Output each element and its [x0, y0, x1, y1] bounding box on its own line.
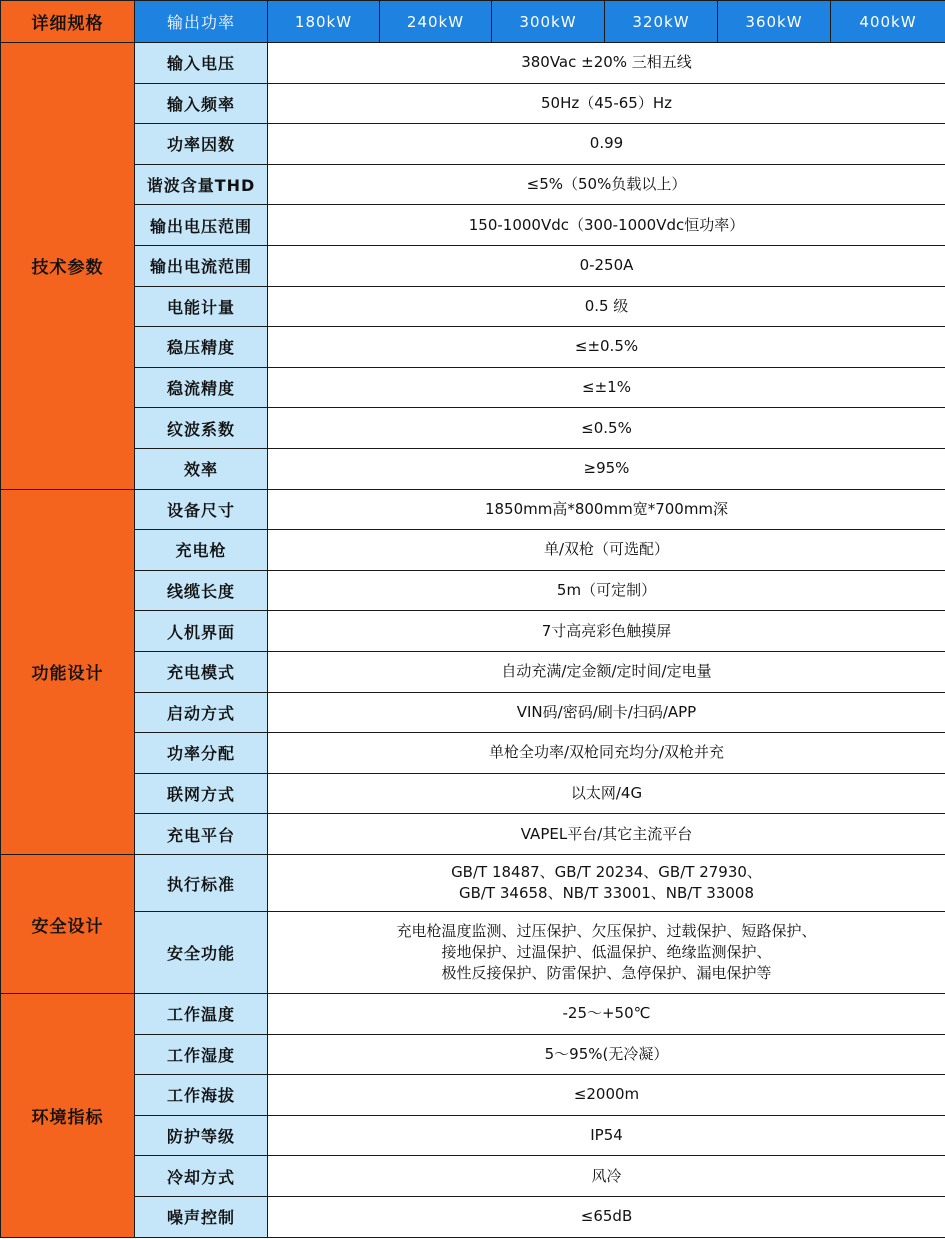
row-value: 风冷	[267, 1155, 945, 1197]
row-label: 纹波系数	[134, 407, 268, 449]
header-power-300: 300kW	[491, 0, 605, 43]
row-value: 自动充满/定金额/定时间/定电量	[267, 651, 945, 693]
row-value: ≤65dB	[267, 1196, 945, 1238]
header-power-360: 360kW	[717, 0, 831, 43]
row-value: 0.5 级	[267, 286, 945, 328]
row-value: VAPEL平台/其它主流平台	[267, 813, 945, 855]
row-label: 输出电流范围	[134, 245, 268, 287]
row-value: ≤2000m	[267, 1074, 945, 1116]
row-value: ≤±1%	[267, 367, 945, 409]
row-value: 0-250A	[267, 245, 945, 287]
row-value: 5～95%(无冷凝）	[267, 1034, 945, 1076]
row-label: 输出电压范围	[134, 204, 268, 246]
row-value: 单枪全功率/双枪同充均分/双枪并充	[267, 732, 945, 774]
header-power-240: 240kW	[379, 0, 492, 43]
row-value: 5m（可定制）	[267, 570, 945, 612]
header-power-400: 400kW	[830, 0, 945, 43]
row-label: 功率分配	[134, 732, 268, 774]
header-corner: 详细规格	[0, 0, 135, 43]
row-value: 50Hz（45-65）Hz	[267, 83, 945, 125]
row-label: 效率	[134, 448, 268, 490]
row-label: 防护等级	[134, 1115, 268, 1157]
row-value: 380Vac ±20% 三相五线	[267, 42, 945, 84]
row-value: 1850mm高*800mm宽*700mm深	[267, 489, 945, 531]
row-label: 安全功能	[134, 911, 268, 994]
row-value: GB/T 18487、GB/T 20234、GB/T 27930、 GB/T 34658、NB/T 33001、NB/T 33008	[267, 854, 945, 912]
row-value: 充电枪温度监测、过压保护、欠压保护、过载保护、短路保护、 接地保护、过温保护、低温保护、绝缘监测保护、 极性反接保护、防雷保护、急停保护、漏电保护等	[267, 911, 945, 994]
row-value: IP54	[267, 1115, 945, 1157]
row-label: 噪声控制	[134, 1196, 268, 1238]
row-value: VIN码/密码/刷卡/扫码/APP	[267, 692, 945, 734]
row-label: 输入频率	[134, 83, 268, 125]
row-label: 工作湿度	[134, 1034, 268, 1076]
header-power-180: 180kW	[267, 0, 380, 43]
row-label: 稳压精度	[134, 326, 268, 368]
row-value: -25～+50℃	[267, 993, 945, 1035]
header-power-label: 输出功率	[134, 0, 268, 43]
row-label: 功率因数	[134, 123, 268, 165]
row-value: ≤0.5%	[267, 407, 945, 449]
row-value: ≤±0.5%	[267, 326, 945, 368]
row-label: 冷却方式	[134, 1155, 268, 1197]
row-label: 输入电压	[134, 42, 268, 84]
row-label: 启动方式	[134, 692, 268, 734]
row-label: 线缆长度	[134, 570, 268, 612]
row-label: 充电平台	[134, 813, 268, 855]
row-value: 7寸高亮彩色触摸屏	[267, 610, 945, 652]
row-value: ≤5%（50%负载以上）	[267, 164, 945, 206]
header-power-320: 320kW	[604, 0, 718, 43]
row-label: 工作海拔	[134, 1074, 268, 1116]
row-value: 0.99	[267, 123, 945, 165]
section-title-tech: 技术参数	[0, 42, 135, 490]
row-label: 充电枪	[134, 529, 268, 571]
section-title-safety: 安全设计	[0, 854, 135, 994]
row-label: 联网方式	[134, 773, 268, 815]
row-value: ≥95%	[267, 448, 945, 490]
section-title-environment: 环境指标	[0, 993, 135, 1238]
row-value: 单/双枪（可选配）	[267, 529, 945, 571]
row-value: 150-1000Vdc（300-1000Vdc恒功率）	[267, 204, 945, 246]
row-label: 谐波含量THD	[134, 164, 268, 206]
row-label: 工作温度	[134, 993, 268, 1035]
section-title-function: 功能设计	[0, 489, 135, 855]
row-label: 设备尺寸	[134, 489, 268, 531]
row-value: 以太网/4G	[267, 773, 945, 815]
row-label: 充电模式	[134, 651, 268, 693]
row-label: 稳流精度	[134, 367, 268, 409]
row-label: 电能计量	[134, 286, 268, 328]
row-label: 执行标准	[134, 854, 268, 912]
row-label: 人机界面	[134, 610, 268, 652]
